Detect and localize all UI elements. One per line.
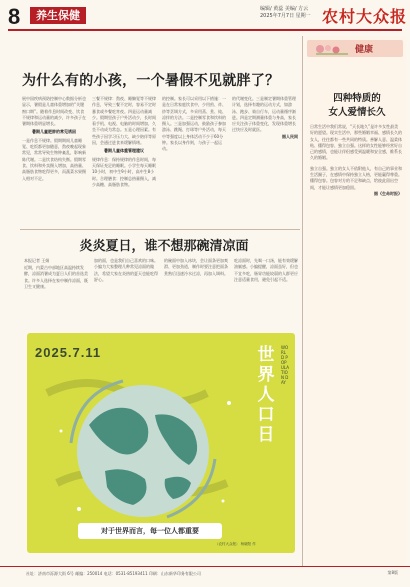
flower-icon <box>312 42 352 56</box>
article1-text: 的控制。家长可以采用以下措施：一是在日常家庭饮食中，少用煎、炸、炒等烹调方式，多采用蒸、煮、炖、凉拌的方法。二是控制零食和饮料的摄入。三是加强运动，鼓励孩子参加游泳、跳绳、打球等户外活动，每天中等强度以上身体活动不少于60分钟。家长以身作则，与孩子一起运动。 <box>162 96 226 152</box>
column-divider <box>302 36 303 566</box>
article1-text: 三餐不规律：熬夜、睡懒觉等不规律作息，导致三餐不定时，容易不定时暴食或多餐吃宵夜。四是运动量减少。假期里孩子户外活动少，长时间看手机、电视、电脑的时间增加，久坐不动成为常态。五是心理因素。有些孩子因学习压力大、缺少陪伴等原因，会通过进食来缓解情绪。 <box>92 96 156 146</box>
article2-column-2 <box>94 258 158 329</box>
sidebar-tag: 健康 <box>355 45 374 55</box>
sidebar-body <box>310 124 402 564</box>
article2-text: 加的面，也是我们自己喜欢的口味。小编为大家整理几种常见凉面的做法，希望大家在炎热的夏天也能吃得舒心。 <box>94 258 158 282</box>
footer-address: 社址：济南市泺源大街 6号 邮编：250014 电话：0531-85193411 印刷：山东新华印务有限公司 <box>26 571 201 576</box>
page-number: 8 <box>8 4 21 29</box>
masthead-logo: 农村大众报 <box>322 7 408 26</box>
page-footer <box>0 566 410 587</box>
sidebar-title <box>322 92 392 120</box>
page-header <box>0 0 410 36</box>
article2-column-1 <box>24 265 88 329</box>
article1-column-1 <box>22 96 86 226</box>
article2-column-4 <box>234 258 298 329</box>
section-badge: 养生保健 <box>30 7 86 24</box>
illustration-vertical-text: WORLD POPULATION DAY <box>281 345 289 385</box>
editor-info <box>260 6 320 20</box>
sidebar-title-line: 四种特质的 <box>333 93 381 104</box>
article1-column-3 <box>162 96 226 226</box>
header-rule <box>8 29 402 31</box>
sidebar-title-line: 女人爱情长久 <box>328 107 386 118</box>
article2-byline: 本报记者 王娟 <box>24 258 50 263</box>
article1-subheading: 暑期儿童肥胖的常见诱因 <box>32 129 76 135</box>
article1-author: 据人民网 <box>282 133 298 139</box>
article1-subheading: 暑期儿童体重管理建议 <box>104 148 144 154</box>
divider <box>20 229 300 230</box>
sidebar-text: 日常生活中我们常说，“天长地久”是许多女性最美好的愿望。现实生活中，那些婚姻幸福、感情长久的女人，往往都有一些共同的特质。善解人意、温柔体贴、懂得包容、独立自强。这样的女性能够经营好自己的感情，也能让伴侣感受到温暖和安全感，维系长久的婚姻。 <box>310 124 402 161</box>
world-population-day-illustration <box>27 333 295 553</box>
article1-title: 为什么有的小孩，一个暑假不见就胖了？ <box>22 73 280 89</box>
illustration-slogan: 对于世界而言，每一位人都重要 <box>78 523 222 539</box>
article2-text: 吃凉面时，先喝一口汤，能有效缓解油腻感。小编提醒，凉面虽好，但也不宜多吃，肠胃功能较弱的人群更应注意适量食用，避免引起不适。 <box>234 258 298 282</box>
illustration-big-title: 世界人口日 <box>257 345 275 445</box>
article2-text: 的碗面中加入冰块，会让面条更加爽滑、更加劲道，制作时要注意把面条煮熟后迅速冷水过凉，再加入调料。 <box>164 258 228 276</box>
article2-title: 炎炎夏日，谁不想那碗清凉面 <box>79 239 249 254</box>
editor-line: 编辑/ 黄蕊 美编/ 方云 <box>260 6 309 12</box>
illustration-date: 2025.7.11 <box>35 345 102 360</box>
article1-text: 展中国疾病预防控制中心数据分析也显示，暑假是儿童体重增加的“关键窗口期”。随着作息时间改变、饮食不规律和运动量的减少，许多孩子在暑期体重明显增长。 <box>22 96 86 127</box>
article2-text: 近期，内蒙古中部地区高温持续发酵，凉面消暑成为夏日人们的首选美食。许多人选择在家中制作凉面，既卫生又健康。 <box>24 265 88 289</box>
article1-text: 规律作息：保持规律的作息时间，每天保证充足的睡眠。小学生每天睡眠10小时，初中生9小时，高中生8小时。合理膳食：控制总热量摄入，减少高糖、高脂肪食物。 <box>92 156 156 187</box>
date-line: 2025年7月7日 星期一 <box>260 13 311 19</box>
illustration-credit: （农村大众报） 杨晓阳 作 <box>215 542 256 546</box>
article1-column-4 <box>232 96 298 226</box>
article2-column-3 <box>164 258 228 329</box>
sidebar-text: 独立自强。独立的女人不依附他人，有自己的事业和生活圈子，在感情中保持独立人格，更能赢得尊重。懂得包容。包容对方的不足和缺点，给彼此留出空间，才能让感情更加稳固。 <box>310 165 402 190</box>
sidebar-author: 据《生命时报》 <box>374 190 402 196</box>
footer-page: 第8版 <box>387 570 398 575</box>
article1-column-2 <box>92 96 156 226</box>
article1-text: 的代谢变化。三是制定暑期体重管理计划，选择有趣的运动方式，如游泳、跑步、骑自行车，运动量循序渐进。四是定期测量体重与身高，家长应关注孩子体重变化，发现体重增长过快应及时就医。 <box>232 96 296 133</box>
article1-text: 一是作息不规律。假期期间儿童睡觉、吃饭都更加随意，熬夜晚起现象常见，常常导致生物钟紊乱，影响新陈代谢。二是饮食结构失衡。假期零食、饮料和外卖摄入增加，高热量、高脂肪食物吃得更多，而蔬菜水果摄入相对不足。 <box>22 137 86 181</box>
